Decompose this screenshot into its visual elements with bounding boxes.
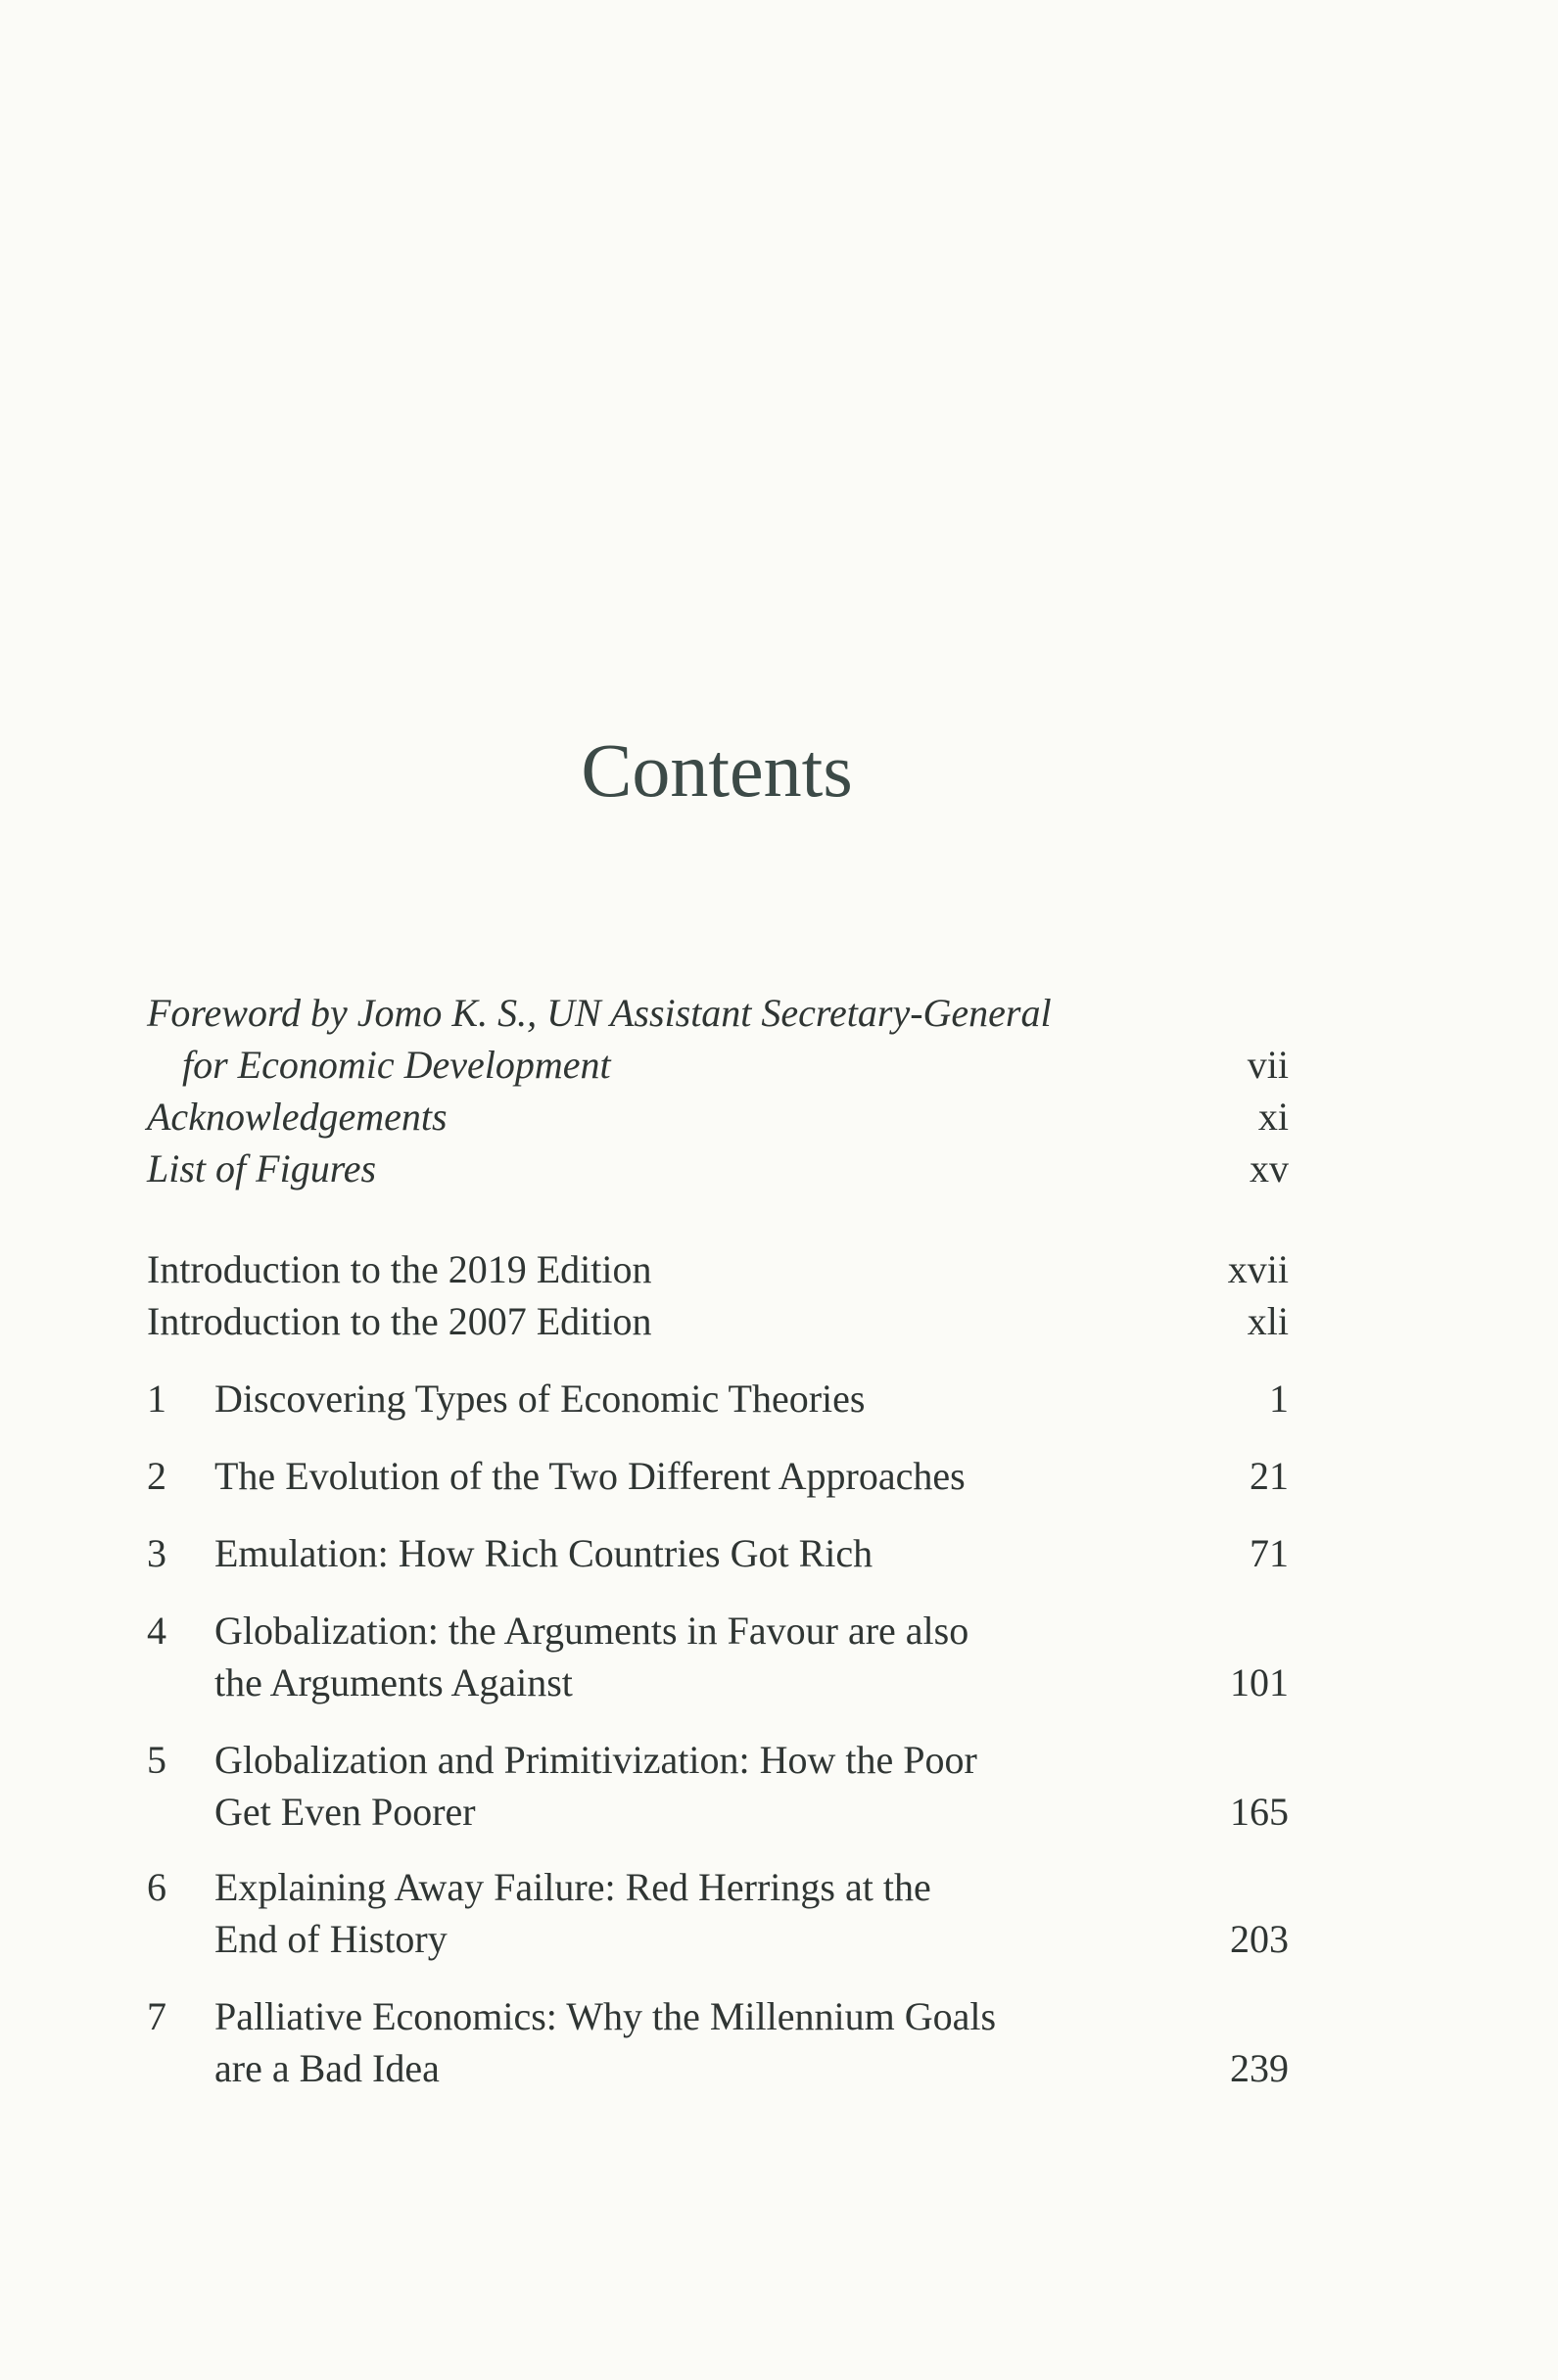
toc-entry-acknowledgements[interactable]	[147, 1091, 1289, 1143]
entry-title: Foreword by Jomo K. S., UN Assistant Secretary-General	[147, 991, 1052, 1035]
page-number: 21	[1250, 1454, 1289, 1498]
chapter-number: 6	[147, 1865, 166, 1909]
toc-entry-foreword[interactable]	[147, 987, 1289, 1039]
page-number: xvii	[1227, 1247, 1289, 1291]
chapter-number: 5	[147, 1738, 166, 1782]
chapter-title: The Evolution of the Two Different Approaches	[214, 1454, 966, 1498]
page-number: 1	[1269, 1377, 1289, 1421]
chapter-title: Discovering Types of Economic Theories	[214, 1377, 866, 1421]
chapter-number: 7	[147, 1994, 166, 2038]
chapter-title: Emulation: How Rich Countries Got Rich	[214, 1531, 873, 1575]
entry-title: List of Figures	[147, 1146, 377, 1190]
toc-chapter-5-cont[interactable]	[147, 1786, 1289, 1838]
entry-title: Introduction to the 2007 Edition	[147, 1299, 652, 1343]
toc-chapter-4[interactable]	[147, 1605, 1289, 1657]
chapter-title: Explaining Away Failure: Red Herrings at the	[214, 1865, 931, 1909]
entry-title: for Economic Development	[182, 1043, 611, 1087]
chapter-title: Globalization and Primitivization: How the Poor	[214, 1738, 977, 1782]
chapter-title: End of History	[214, 1917, 448, 1961]
toc-chapter-6-cont[interactable]	[147, 1913, 1289, 1965]
chapter-title: are a Bad Idea	[214, 2046, 440, 2090]
toc-chapter-6[interactable]	[147, 1861, 1289, 1913]
toc-entry-list-of-figures[interactable]	[147, 1143, 1289, 1194]
page-title: Contents	[581, 727, 853, 813]
toc-chapter-4-cont[interactable]	[147, 1657, 1289, 1708]
entry-title: Introduction to the 2019 Edition	[147, 1247, 652, 1291]
page-number: vii	[1247, 1043, 1289, 1087]
chapter-number: 3	[147, 1531, 166, 1575]
chapter-title: Palliative Economics: Why the Millennium Goals	[214, 1994, 997, 2038]
toc-chapter-2[interactable]	[147, 1450, 1289, 1502]
chapter-title: the Arguments Against	[214, 1660, 573, 1704]
page-number: xv	[1250, 1146, 1289, 1190]
page-number: 203	[1230, 1917, 1289, 1961]
page-number: 165	[1230, 1790, 1289, 1834]
toc-entry-intro-2007[interactable]	[147, 1295, 1289, 1347]
chapter-number: 1	[147, 1377, 166, 1421]
chapter-number: 2	[147, 1454, 166, 1498]
chapter-number: 4	[147, 1609, 166, 1653]
page-number: 71	[1250, 1531, 1289, 1575]
entry-title: Acknowledgements	[147, 1095, 448, 1139]
toc-chapter-7[interactable]	[147, 1990, 1289, 2042]
toc-chapter-5[interactable]	[147, 1734, 1289, 1786]
page-number: xi	[1257, 1095, 1289, 1139]
chapter-title: Globalization: the Arguments in Favour are also	[214, 1609, 969, 1653]
toc-chapter-7-cont[interactable]	[147, 2042, 1289, 2094]
toc-entry-intro-2019[interactable]	[147, 1243, 1289, 1295]
toc-chapter-1[interactable]	[147, 1373, 1289, 1424]
page-number: xli	[1247, 1299, 1289, 1343]
page-number: 101	[1230, 1660, 1289, 1704]
page-number: 239	[1230, 2046, 1289, 2090]
toc-entry-foreword-cont[interactable]	[147, 1039, 1289, 1091]
toc-chapter-3[interactable]	[147, 1527, 1289, 1579]
chapter-title: Get Even Poorer	[214, 1790, 476, 1834]
